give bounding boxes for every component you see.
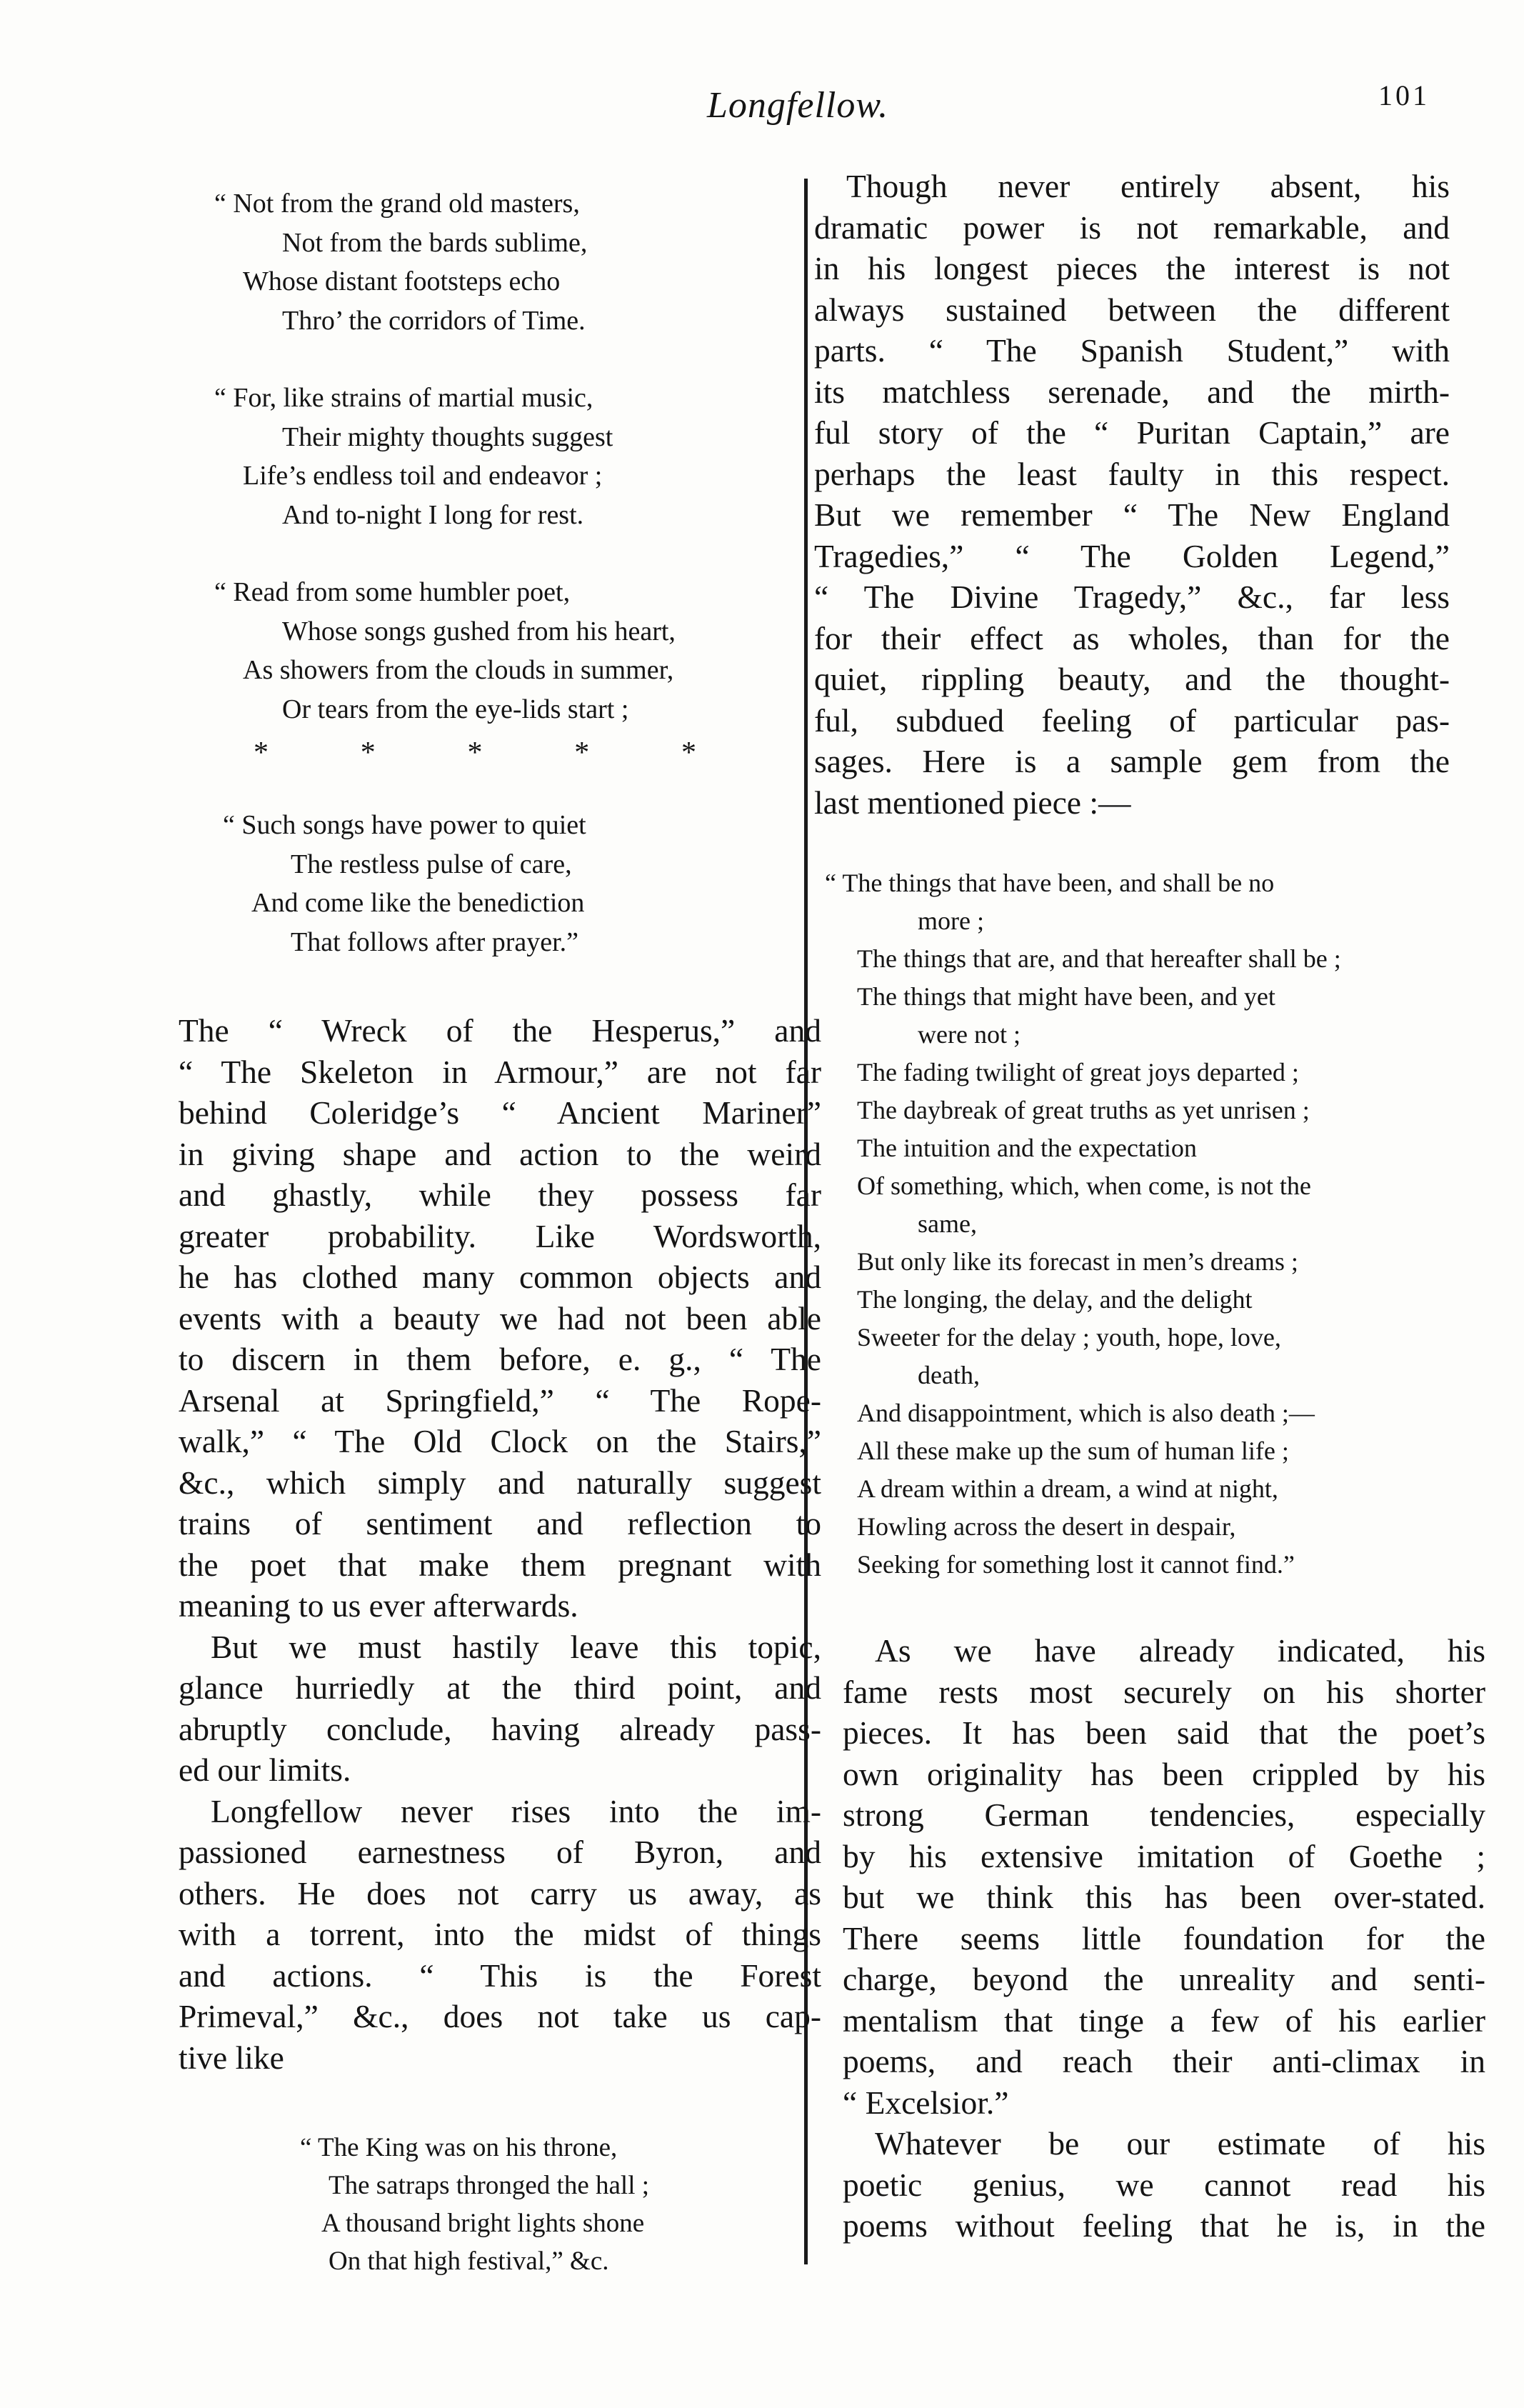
prose-line: poems without feeling that he is, in the: [843, 2207, 1485, 2244]
prose-line: by his extensive imitation of Goethe ;: [843, 1837, 1485, 1874]
right-verse-block: [825, 864, 1468, 1584]
prose-line: Arsenal at Springfield,” “ The Rope-: [179, 1382, 821, 1419]
prose-line: meaning to us ever afterwards.: [179, 1587, 578, 1624]
verse-line: Not from the bards sublime,: [282, 227, 588, 258]
verse-block-bottom: [300, 2129, 786, 2280]
prose-line: in giving shape and action to the weird: [179, 1135, 821, 1172]
star-mark: *: [574, 736, 590, 769]
prose-line: the poet that make them pregnant with: [179, 1546, 821, 1583]
star-mark: *: [467, 736, 483, 769]
prose-line: greater probability. Like Wordsworth,: [179, 1217, 821, 1254]
star-mark: *: [360, 736, 376, 769]
prose-line: ed our limits.: [179, 1752, 351, 1788]
verse-line: Whose distant footsteps echo: [243, 266, 561, 296]
star-mark: *: [254, 736, 269, 769]
prose-line: pieces. It has been said that the poet’s: [843, 1714, 1485, 1751]
prose-line: abruptly conclude, having already pass-: [179, 1710, 821, 1747]
prose-line: Whatever be our estimate of his: [875, 2125, 1485, 2162]
prose-line: quiet, rippling beauty, and the thought-: [814, 661, 1450, 697]
prose-line: and ghastly, while they possess far: [179, 1176, 821, 1213]
verse-line: Of something, which, when come, is not the: [857, 1171, 1311, 1200]
page-number: 101: [1378, 79, 1430, 111]
verse-line: A thousand bright lights shone: [321, 2209, 645, 2238]
prose-line: poetic genius, we cannot read his: [843, 2166, 1485, 2203]
prose-line: “ The Skeleton in Armour,” are not far: [179, 1053, 821, 1090]
verse-line: were not ;: [918, 1020, 1021, 1049]
verse-line: “ The King was on his throne,: [300, 2133, 618, 2162]
verse-line: Seeking for something lost it cannot find.”: [857, 1550, 1295, 1579]
prose-line: tive like: [179, 2039, 284, 2076]
verse-line: The satraps thronged the hall ;: [329, 2171, 650, 2200]
prose-line: There seems little foundation for the: [843, 1919, 1485, 1957]
prose-line: always sustained between the different: [814, 291, 1450, 328]
verse-stanza: [214, 379, 786, 534]
right-prose-top: [814, 166, 1450, 823]
verse-block-top: [214, 184, 786, 729]
verse-line: A dream within a dream, a wind at night,: [857, 1474, 1278, 1503]
verse-line: That follows after prayer.”: [291, 926, 579, 957]
verse-line: Or tears from the eye-lids start ;: [282, 694, 629, 724]
verse-line: Life’s endless toil and endeavor ;: [243, 461, 603, 491]
verse-line: “ Such songs have power to quiet: [223, 810, 586, 840]
prose-line: and actions. “ This is the Forest: [179, 1957, 821, 1994]
prose-line: dramatic power is not remarkable, and: [814, 209, 1450, 246]
prose-line: events with a beauty we had not been able: [179, 1299, 821, 1337]
prose-line: But we remember “ The New England: [814, 496, 1450, 533]
verse-line: “ Read from some humbler poet,: [214, 577, 571, 607]
prose-line: “ Excelsior.”: [843, 2084, 1009, 2121]
prose-line: poems, and reach their anti-climax in: [843, 2043, 1485, 2079]
verse-line: But only like its forecast in men’s dreams ;: [857, 1247, 1298, 1276]
prose-line: passioned earnestness of Byron, and: [179, 1834, 821, 1870]
verse-stanza: [214, 184, 786, 340]
prose-line: walk,” “ The Old Clock on the Stairs,”: [179, 1423, 821, 1459]
verse-line: Howling across the desert in despair,: [857, 1512, 1236, 1541]
prose-line: The “ Wreck of the Hesperus,” and: [179, 1012, 821, 1049]
prose-line: fame rests most securely on his shorter: [843, 1673, 1485, 1710]
verse-line: “ The things that have been, and shall be no: [825, 869, 1275, 897]
prose-line: with a torrent, into the midst of things: [179, 1916, 821, 1952]
prose-line: its matchless serenade, and the mirth-: [814, 373, 1450, 410]
verse-line: The intuition and the expectation: [857, 1134, 1197, 1162]
verse-line: All these make up the sum of human life ;: [857, 1437, 1289, 1465]
verse-line: “ Not from the grand old masters,: [214, 189, 580, 219]
verse-line: Their mighty thoughts suggest: [282, 421, 613, 452]
verse-line: “ For, like strains of martial music,: [214, 383, 593, 413]
verse-line: more ;: [918, 906, 984, 935]
prose-line: own originality has been crippled by his: [843, 1755, 1485, 1792]
verse-line: The fading twilight of great joys departed ;: [857, 1058, 1299, 1086]
verse-line: The things that are, and that hereafter shall be ;: [857, 944, 1341, 973]
verse-line: And to-night I long for rest.: [282, 499, 584, 530]
prose-line: others. He does not carry us away, as: [179, 1874, 821, 1912]
prose-line: sages. Here is a sample gem from the: [814, 743, 1450, 779]
verse-line: The daybreak of great truths as yet unrisen ;: [857, 1096, 1310, 1124]
verse-line: The restless pulse of care,: [291, 849, 572, 879]
prose-line: Primeval,” &c., does not take us cap-: [179, 1998, 821, 2034]
verse-line: On that high festival,” &c.: [329, 2247, 609, 2276]
verse-line: As showers from the clouds in summer,: [243, 655, 674, 685]
prose-line: parts. “ The Spanish Student,” with: [814, 332, 1450, 369]
verse-stanza: [214, 573, 786, 729]
verse-line: The things that might have been, and yet: [857, 982, 1275, 1011]
verse-line: Thro’ the corridors of Time.: [282, 305, 586, 336]
verse-block-after-stars: [223, 806, 780, 961]
right-prose-bottom: [843, 1630, 1485, 2247]
prose-line: behind Coleridge’s “ Ancient Mariner”: [179, 1094, 821, 1131]
prose-line: to discern in them before, e. g., “ The: [179, 1341, 821, 1377]
verse-line: And come like the benediction: [251, 888, 585, 918]
prose-line: he has clothed many common objects and: [179, 1259, 821, 1295]
prose-line: last mentioned piece :—: [814, 784, 1131, 821]
prose-line: “ The Divine Tragedy,” &c., far less: [814, 579, 1450, 615]
section-break-stars: [254, 736, 696, 770]
prose-line: glance hurriedly at the third point, and: [179, 1669, 821, 1706]
prose-line: mentalism that tinge a few of his earlier: [843, 2002, 1485, 2039]
verse-line: Whose songs gushed from his heart,: [282, 616, 676, 646]
prose-line: perhaps the least faulty in this respect.: [814, 455, 1450, 492]
prose-line: for their effect as wholes, than for the: [814, 619, 1450, 656]
verse-line: The longing, the delay, and the delight: [857, 1285, 1253, 1314]
prose-line: &c., which simply and naturally suggest: [179, 1464, 821, 1501]
star-mark: *: [681, 736, 696, 769]
running-head: Longfellow.: [707, 85, 889, 126]
prose-line: ful story of the “ Puritan Captain,” are: [814, 414, 1450, 451]
prose-line: ful, subdued feeling of particular pas-: [814, 701, 1450, 739]
prose-line: But we must hastily leave this topic,: [211, 1628, 821, 1665]
left-prose: [179, 1010, 821, 2078]
prose-line: Tragedies,” “ The Golden Legend,”: [814, 537, 1450, 574]
verse-line: And disappointment, which is also death ;—: [857, 1399, 1315, 1427]
prose-line: strong German tendencies, especially: [843, 1797, 1485, 1833]
prose-line: in his longest pieces the interest is not: [814, 250, 1450, 286]
prose-line: but we think this has been over-stated.: [843, 1879, 1485, 1915]
verse-line: same,: [918, 1209, 977, 1238]
prose-line: Though never entirely absent, his: [846, 168, 1450, 204]
prose-line: As we have already indicated, his: [875, 1632, 1485, 1669]
verse-line: death,: [918, 1361, 980, 1389]
prose-line: Longfellow never rises into the im-: [211, 1792, 821, 1829]
prose-line: charge, beyond the unreality and senti-: [843, 1961, 1485, 1997]
verse-line: Sweeter for the delay ; youth, hope, love,: [857, 1323, 1281, 1352]
prose-line: trains of sentiment and reflection to: [179, 1505, 821, 1542]
